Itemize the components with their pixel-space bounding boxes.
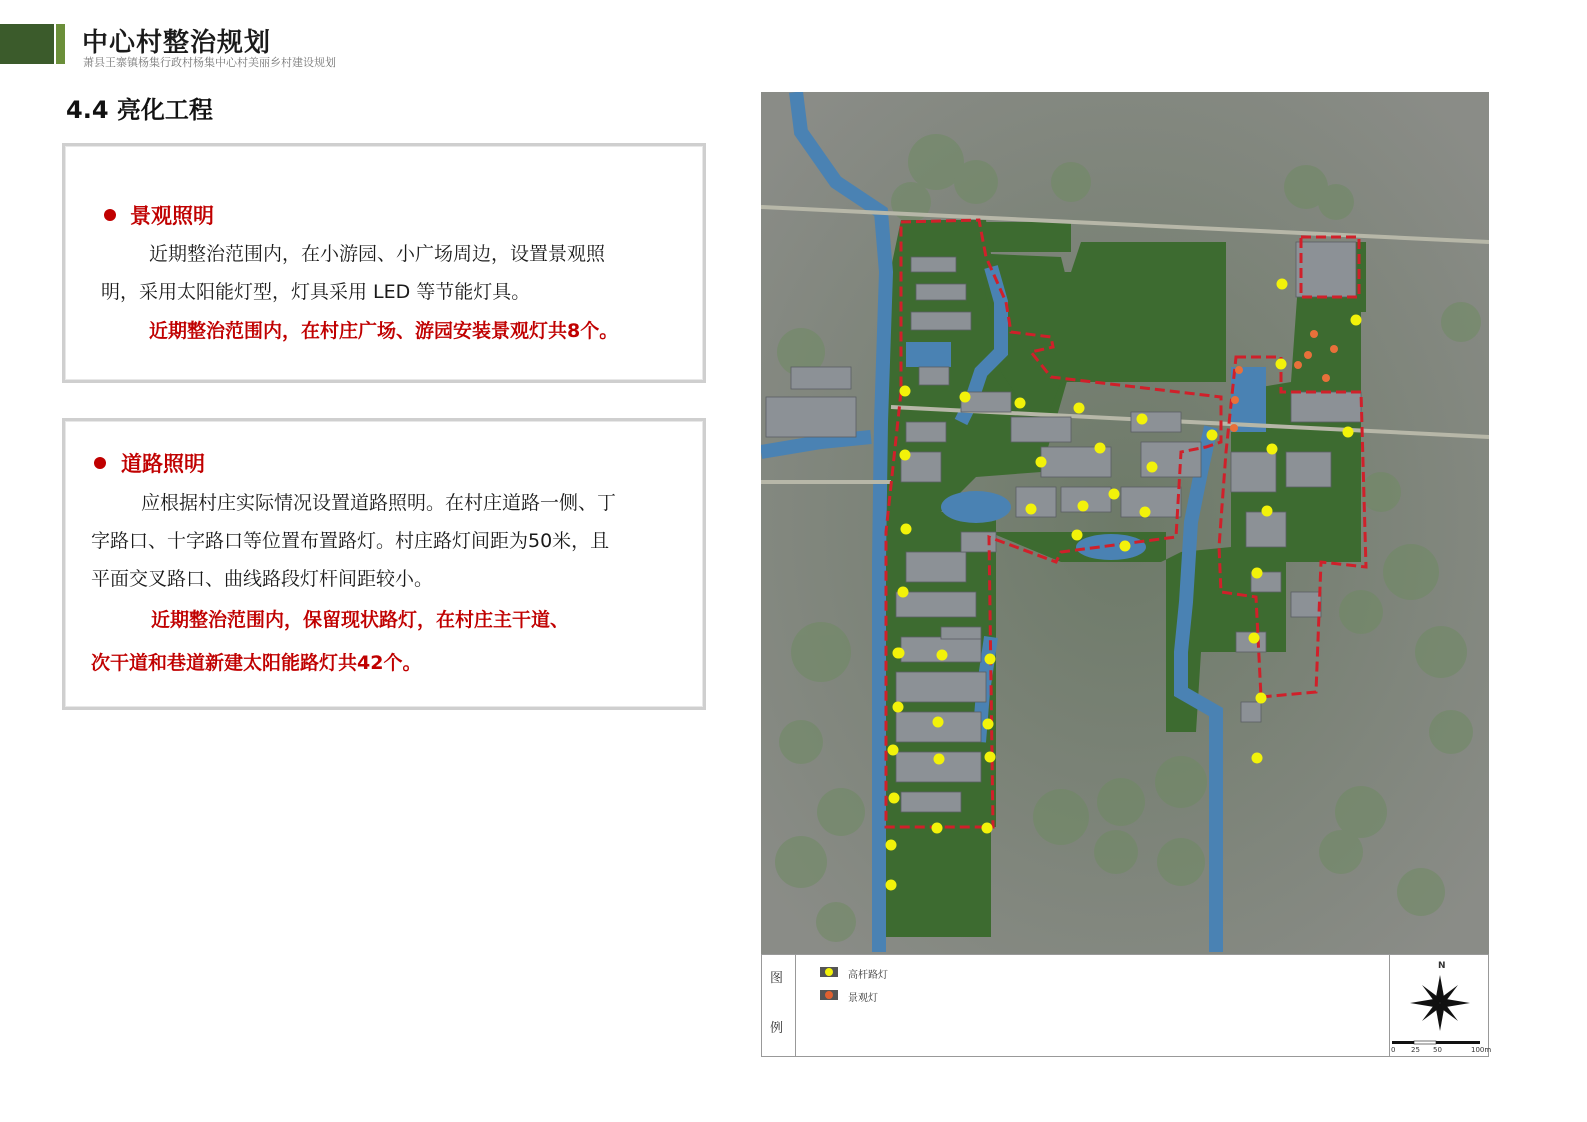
street-lamp-legend-label: 高杆路灯 xyxy=(848,970,888,981)
street-lamp xyxy=(1252,753,1263,764)
street-lamp xyxy=(1351,315,1362,326)
page-title: 中心村整治规划 xyxy=(82,28,272,58)
street-lamp xyxy=(893,648,904,659)
north-label: N xyxy=(1438,961,1446,971)
street-lamp xyxy=(1074,403,1085,414)
landscape-lamp xyxy=(1231,396,1239,404)
landscape-lighting-highlight: 近期整治范围内，在村庄广场、游园安装景观灯共8个。 xyxy=(149,320,619,342)
street-lamp xyxy=(982,823,993,834)
street-lamp xyxy=(1109,489,1120,500)
street-lamp xyxy=(934,754,945,765)
bullet-icon xyxy=(104,209,116,221)
compass-and-scale xyxy=(1389,955,1490,1056)
legend-label-bottom: 例 xyxy=(770,1021,784,1036)
landscape-lighting-line2: 明，采用太阳能灯型，灯具采用 LED 等节能灯具。 xyxy=(101,281,531,303)
landscape-lamp xyxy=(1235,366,1243,374)
street-lamp xyxy=(900,450,911,461)
street-lamp xyxy=(985,752,996,763)
scale-label-50: 50 xyxy=(1433,1046,1442,1054)
street-lamp xyxy=(932,823,943,834)
landscape-lighting-line1: 近期整治范围内，在小游园、小广场周边，设置景观照 xyxy=(149,243,606,265)
street-lamp xyxy=(985,654,996,665)
street-lamp xyxy=(1120,541,1131,552)
street-lamp xyxy=(1267,444,1278,455)
landscape-lamp xyxy=(1304,351,1312,359)
street-lamp xyxy=(886,840,897,851)
road-lighting-line3: 平面交叉路口、曲线路段灯杆间距较小。 xyxy=(91,568,434,590)
street-lamp xyxy=(1015,398,1026,409)
street-lamp xyxy=(1095,443,1106,454)
road-lighting-line1: 应根据村庄实际情况设置道路照明。在村庄道路一侧、丁 xyxy=(141,492,617,514)
street-lamp xyxy=(1256,693,1267,704)
street-lamp xyxy=(1207,430,1218,441)
map-legend xyxy=(761,954,1492,1057)
street-lamp xyxy=(893,702,904,713)
street-lamp xyxy=(937,650,948,661)
road-lighting-highlight2: 次干道和巷道新建太阳能路灯共42个。 xyxy=(91,652,422,674)
road-lighting-highlight1: 近期整治范围内，保留现状路灯，在村庄主干道、 xyxy=(151,609,570,631)
road-lighting-box xyxy=(62,418,706,710)
street-lamp xyxy=(1140,507,1151,518)
road-lighting-line2: 字路口、十字路口等位置布置路灯。村庄路灯间距为50米，且 xyxy=(91,530,610,552)
landscape-lighting-heading: 景观照明 xyxy=(130,204,214,228)
scale-label-25: 25 xyxy=(1411,1046,1420,1054)
street-lamp xyxy=(1343,427,1354,438)
street-lamp xyxy=(1026,504,1037,515)
landscape-lamp xyxy=(1330,345,1338,353)
street-lamp xyxy=(889,793,900,804)
bullet-icon xyxy=(94,457,106,469)
street-lamp xyxy=(1036,457,1047,468)
street-lamp xyxy=(888,745,899,756)
landscape-lamp-legend-label: 景观灯 xyxy=(848,993,878,1004)
section-title: 4.4 亮化工程 xyxy=(66,96,213,124)
lighting-plan-map xyxy=(761,92,1489,954)
landscape-lamp xyxy=(1310,330,1318,338)
street-lamp xyxy=(1147,462,1158,473)
logo-block xyxy=(0,24,54,64)
street-lamp-legend-icon xyxy=(820,967,838,977)
scale-label-0: 0 xyxy=(1391,1046,1396,1054)
street-lamp xyxy=(1249,633,1260,644)
legend-divider xyxy=(795,955,796,1056)
street-lamp xyxy=(1078,501,1089,512)
logo-stripe xyxy=(56,24,65,64)
legend-label-top: 图 xyxy=(770,971,784,986)
road-lighting-heading: 道路照明 xyxy=(121,452,205,476)
street-lamp xyxy=(898,587,909,598)
landscape-lamp xyxy=(1294,361,1302,369)
street-lamp xyxy=(1277,279,1288,290)
street-lamp xyxy=(1262,506,1273,517)
street-lamp xyxy=(1072,530,1083,541)
street-lamp xyxy=(886,880,897,891)
landscape-lamp xyxy=(1322,374,1330,382)
street-lamp xyxy=(1276,359,1287,370)
street-lamp xyxy=(1137,414,1148,425)
street-lamp xyxy=(900,386,911,397)
street-lamp xyxy=(983,719,994,730)
page-subtitle: 萧县王寨镇杨集行政村杨集中心村美丽乡村建设规划 xyxy=(83,56,336,69)
street-lamp xyxy=(960,392,971,403)
street-lamp xyxy=(1252,568,1263,579)
landscape-lamp xyxy=(1230,424,1238,432)
landscape-lamp-legend-icon xyxy=(820,990,838,1000)
street-lamp xyxy=(933,717,944,728)
scale-label-100: 100m xyxy=(1471,1046,1492,1054)
landscape-lighting-box xyxy=(62,143,706,383)
street-lamp xyxy=(901,524,912,535)
